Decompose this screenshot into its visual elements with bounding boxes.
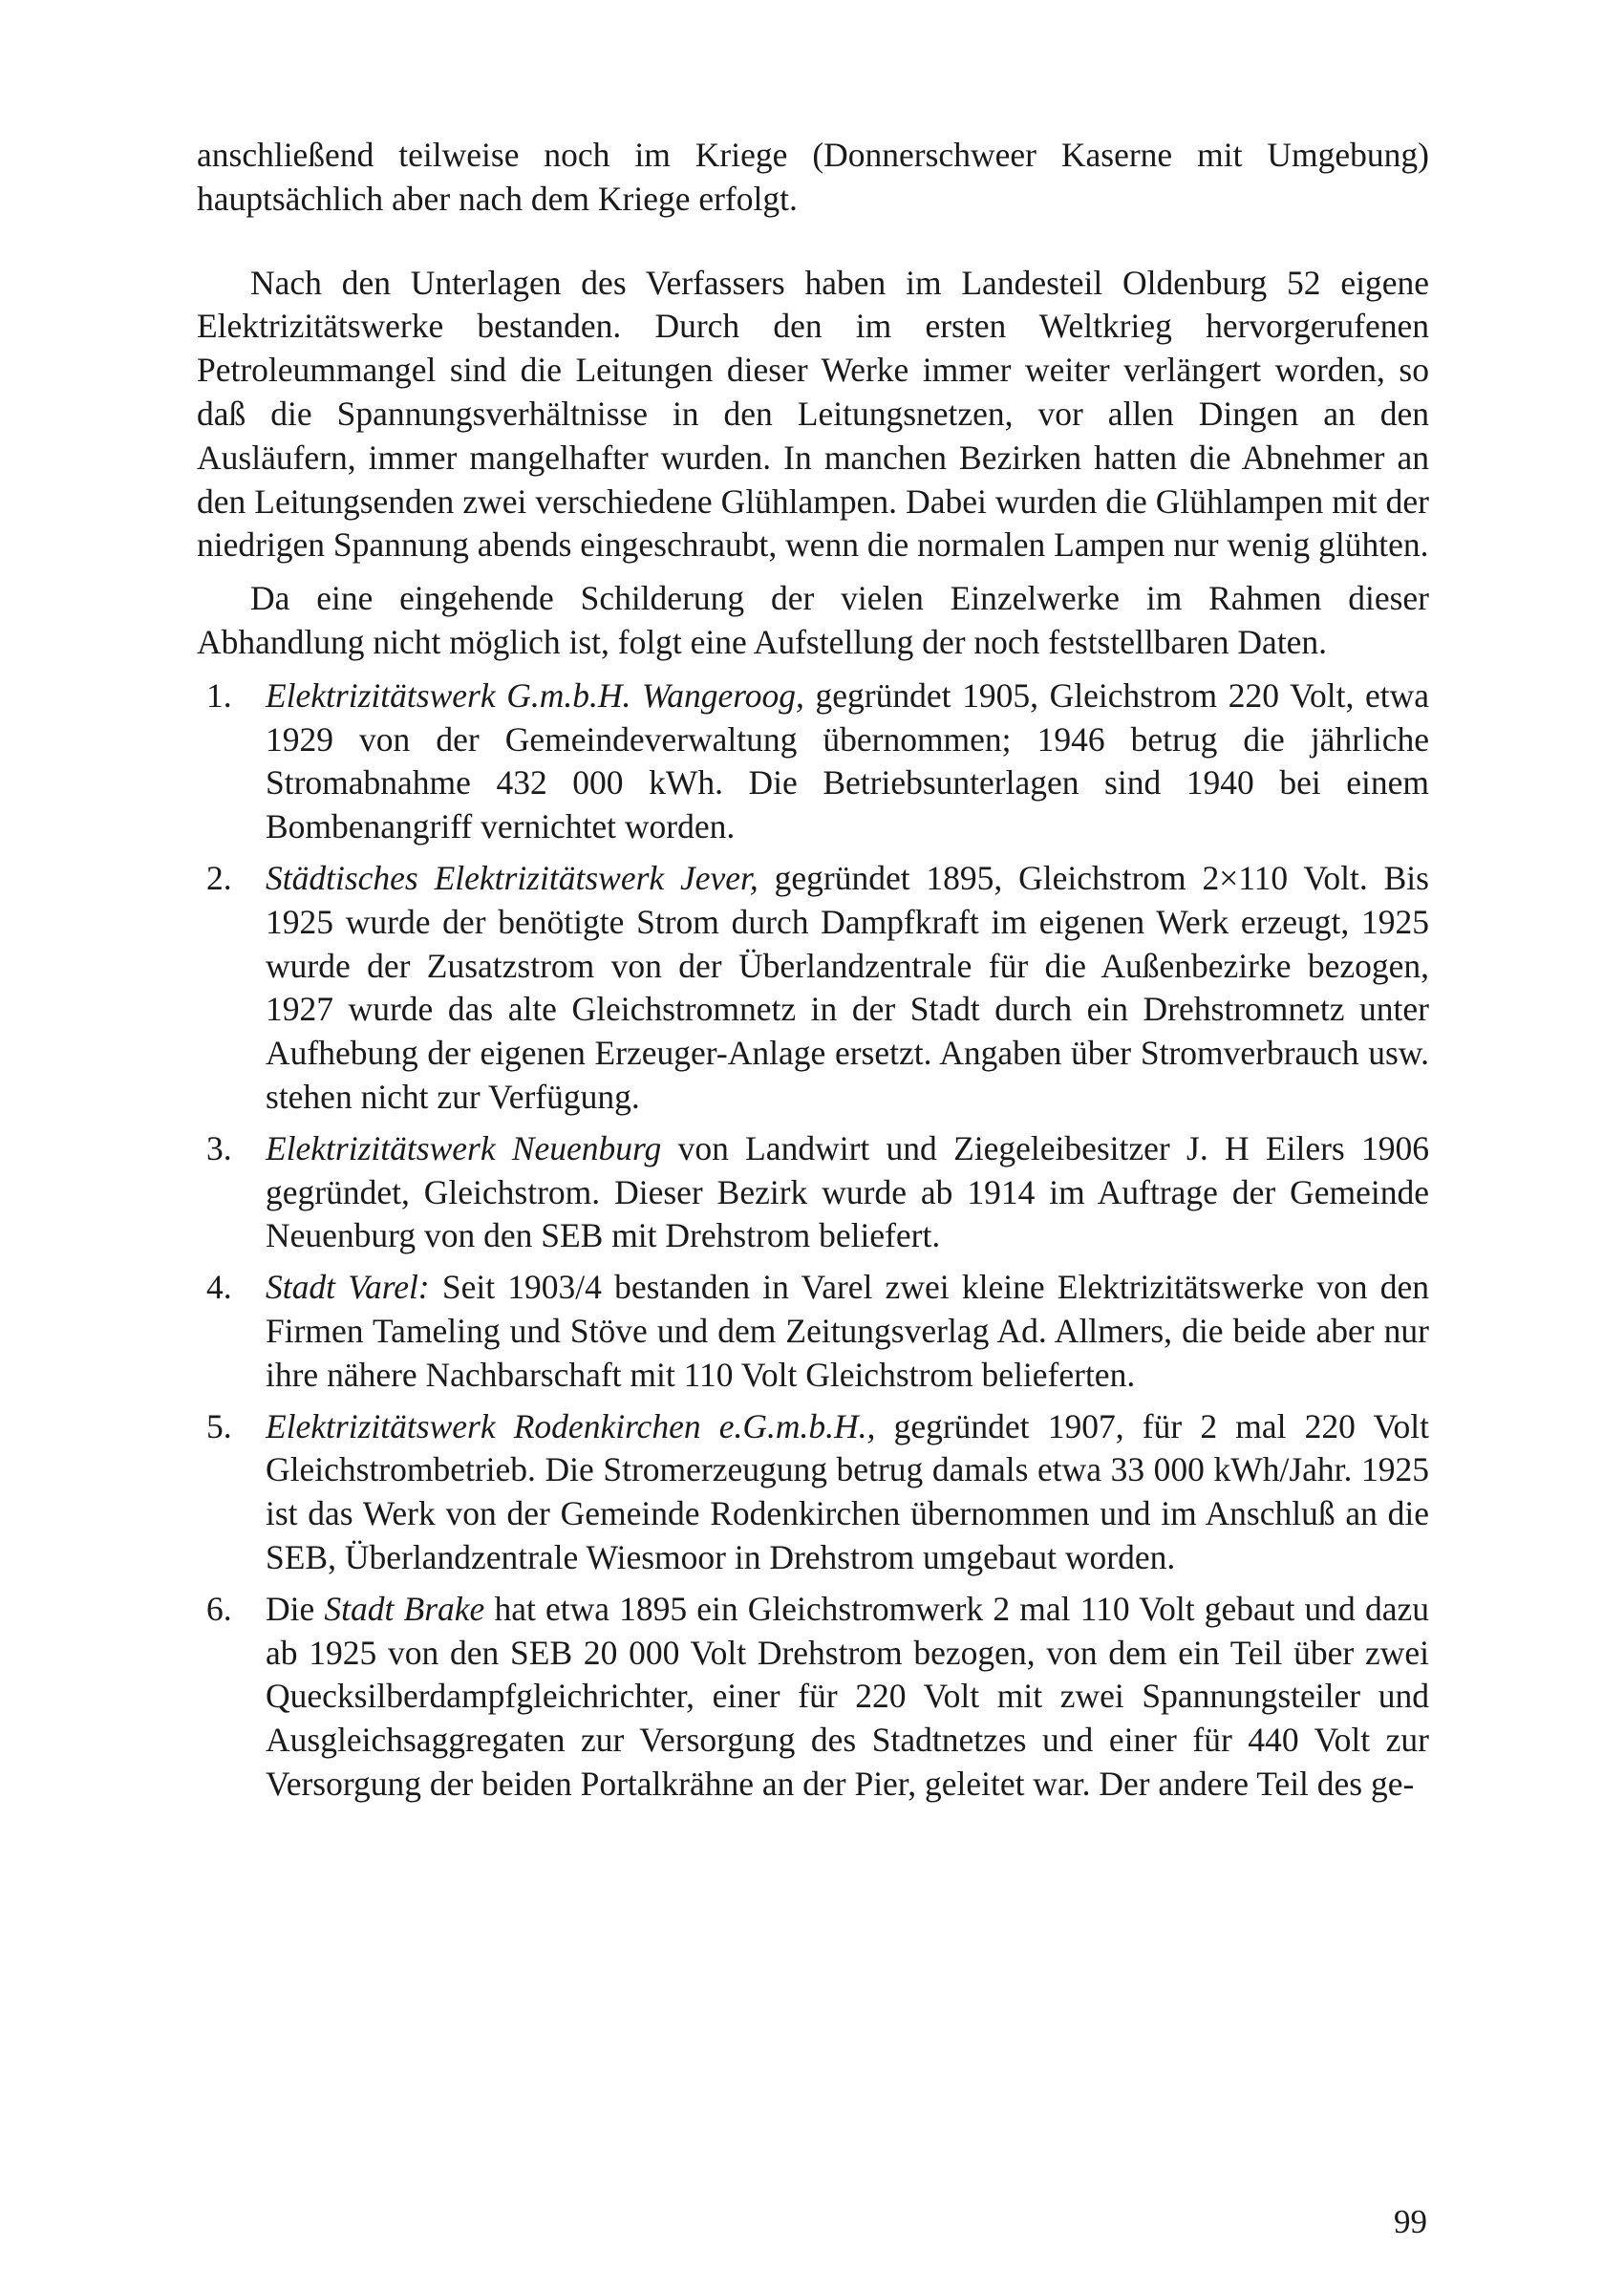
- paragraph-list-intro: Da eine eingehende Schilderung der vielen Einzelwerke im Rahmen dieser Abhandlung nicht möglich ist, folgt eine Aufstellung der noch feststellbaren Daten.: [197, 579, 1429, 661]
- list-item-title: Städtisches Elektrizitätswerk Jever,: [266, 858, 759, 897]
- list-item: [197, 1127, 1429, 1258]
- list-item-number: 3.: [206, 1128, 232, 1167]
- list-item: [197, 1266, 1429, 1397]
- list-item-text: Seit 1903/4 bestanden in Varel zwei kleine Elektrizitätswerke von den Firmen Tameling und Stöve und dem Zeitungsverlag Ad. Allmers, die beide aber nur ihre nähere Nachbarschaft mit 110 Volt Gleichstrom belieferten.: [266, 1268, 1429, 1394]
- paragraph-power-plants-overview: Nach den Unterlagen des Verfassers haben im Landesteil Oldenburg 52 eigene Elektrizitätswerke bestanden. Durch den im ersten Weltkrieg hervorgerufenen Petroleummangel sind die Leitungen dieser Werke immer weiter verlängert worden, so daß die Spannungsverhältnisse in den Leitungsnetzen, vor allen Dingen an den Ausläufern, immer mangelhafter wurden. In manchen Bezirken hatten die Abnehmer an den Leitungsenden zwei verschiedene Glühlampen. Dabei wurden die Glühlampen mit der niedrigen Spannung abends eingeschraubt, wenn die normalen Lampen nur wenig glühten.: [197, 263, 1429, 565]
- list-item-number: 2.: [206, 858, 232, 897]
- list-item-title: Elektrizitätswerk G.m.b.H. Wangeroog,: [266, 675, 804, 715]
- power-plant-list: [197, 674, 1429, 1807]
- list-item-text: gegründet 1907, für 2 mal 220 Volt Gleichstrombetrieb. Die Stromerzeugung betrug damals etwa 33 000 kWh/Jahr. 1925 ist das Werk von der Gemeinde Rodenkirchen übernommen und im Anschluß an die SEB, Überlandzentrale Wiesmoor in Drehstrom umgebaut worden.: [266, 1406, 1429, 1576]
- list-item-title: Elektrizitätswerk Neuenburg: [266, 1128, 662, 1167]
- page-number: 99: [1394, 2203, 1427, 2240]
- list-item-title: Elektrizitätswerk Rodenkirchen e.G.m.b.H.,: [266, 1406, 876, 1445]
- list-item: [197, 857, 1429, 1120]
- body-text: [197, 134, 1429, 1807]
- list-item-title: Stadt Varel:: [266, 1268, 430, 1307]
- list-item-number: 5.: [206, 1406, 232, 1445]
- list-item-number: 1.: [206, 675, 232, 715]
- list-item-number: 6.: [206, 1589, 232, 1628]
- list-item-prefix: Die: [266, 1589, 325, 1628]
- list-item: [197, 674, 1429, 849]
- list-item-text: von Landwirt und Ziegeleibesitzer J. H Eilers 1906 gegründet, Gleichstrom. Dieser Bezirk wurde ab 1914 im Auftrage der Gemeinde Neuenburg von den SEB mit Drehstrom beliefert.: [266, 1128, 1429, 1255]
- list-item-title: Stadt Brake: [324, 1589, 485, 1628]
- list-item-text: gegründet 1905, Gleichstrom 220 Volt, etwa 1929 von der Gemeindeverwaltung übernommen; 1946 betrug die jährliche Stromabnahme 432 000 kWh. Die Betriebsunterlagen sind 1940 bei einem Bombenangriff vernichtet worden.: [266, 675, 1429, 846]
- list-item-number: 4.: [206, 1268, 232, 1307]
- paragraph-continuation: anschließend teilweise noch im Kriege (Donnerschweer Kaserne mit Umgebung) hauptsächlich aber nach dem Kriege erfolgt.: [197, 136, 1429, 218]
- list-item-text: hat etwa 1895 ein Gleichstromwerk 2 mal 110 Volt gebaut und dazu ab 1925 von den SEB 20 000 Volt Drehstrom bezogen, von dem ein Teil über zwei Quecksilberdampfgleichrichter, einer für 220 Volt mit zwei Spannungsteiler und Ausgleichsaggregaten zur Versorgung des Stadtnetzes und einer für 440 Volt zur Versorgung der beiden Portalkrähne an der Pier, geleitet war. Der andere Teil des ge-: [266, 1589, 1429, 1803]
- list-item: [197, 1588, 1429, 1807]
- list-item-text: gegründet 1895, Gleichstrom 2×110 Volt. Bis 1925 wurde der benötigte Strom durch Dampfkraft im eigenen Werk erzeugt, 1925 wurde der Zusatzstrom von der Überlandzentrale für die Außenbezirke bezogen, 1927 wurde das alte Gleichstromnetz in der Stadt durch ein Drehstromnetz unter Aufhebung der eigenen Erzeuger-Anlage ersetzt. Angaben über Stromverbrauch usw. stehen nicht zur Verfügung.: [266, 858, 1429, 1116]
- list-item: [197, 1405, 1429, 1580]
